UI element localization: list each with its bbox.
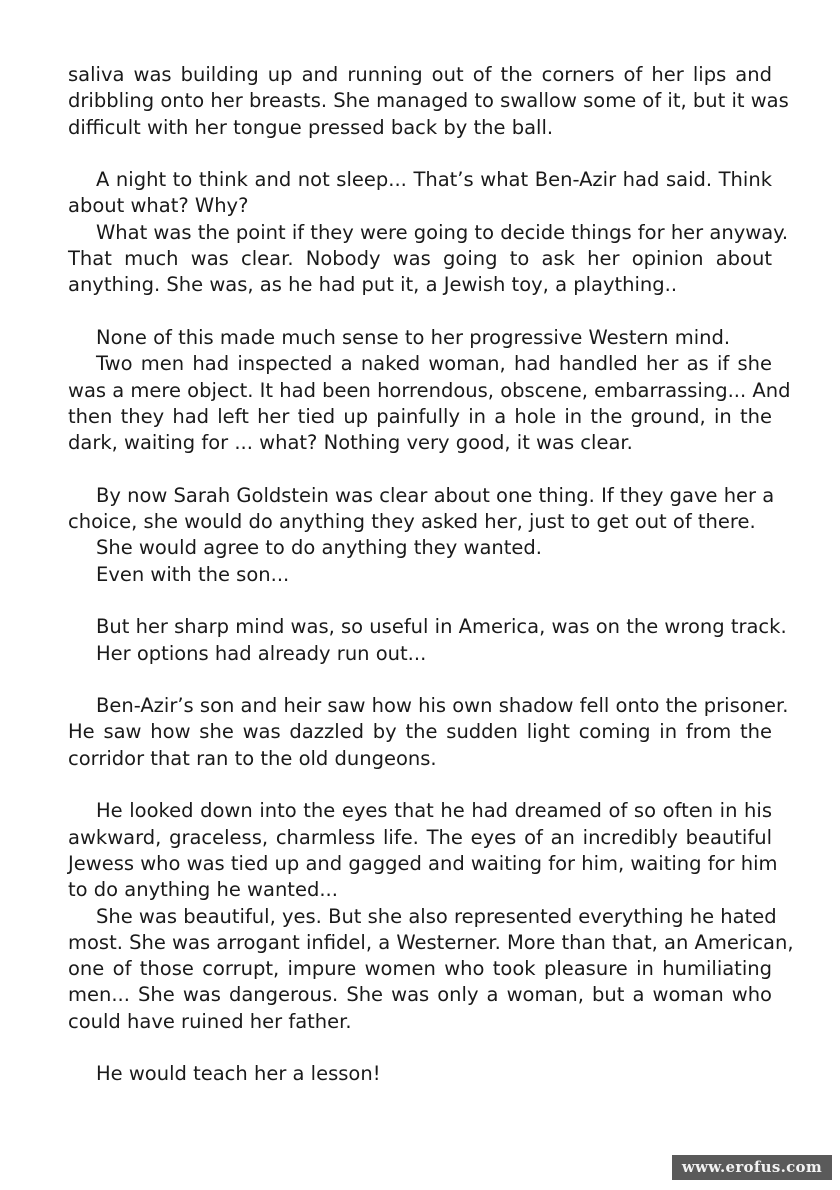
paragraph-gap [68, 141, 772, 167]
text-line: dribbling onto her breasts. She managed to swallow some of it, but it was [68, 89, 789, 113]
text-line: Even with the son... [96, 562, 290, 586]
text-line: could have ruined her father. [68, 1009, 352, 1033]
text-line: men... She was dangerous. She was only a woman, but a woman who [68, 983, 772, 1007]
text-line: Ben-Azir’s son and heir saw how his own shadow fell onto the prisoner. [96, 694, 789, 718]
text-line: was a mere object. It had been horrendous, obscene, embarrassing... And [68, 378, 791, 402]
document-body [68, 62, 794, 1088]
paragraph-gap [68, 667, 772, 693]
text-line: Two men had inspected a naked woman, had handled her as if she [96, 352, 772, 376]
paragraph-gap [68, 588, 772, 614]
text-line: difficult with her tongue pressed back by the ball. [68, 115, 554, 139]
text-line: about what? Why? [68, 194, 249, 218]
text-line: then they had left her tied up painfully in a hole in the ground, in the [68, 404, 772, 428]
text-line: to do anything he wanted... [68, 878, 338, 902]
text-line: He would teach her a lesson! [96, 1062, 381, 1086]
text-line: That much was clear. Nobody was going to ask her opinion about [68, 247, 772, 271]
text-line: one of those corrupt, impure women who took pleasure in humiliating [68, 957, 772, 981]
text-line: dark, waiting for ... what? Nothing very good, it was clear. [68, 431, 633, 455]
text-line: awkward, graceless, charmless life. The eyes of an incredibly beautiful [68, 825, 772, 849]
paragraph-gap [68, 772, 772, 798]
text-line: He looked down into the eyes that he had dreamed of so often in his [96, 799, 772, 823]
text-line: Her options had already run out... [96, 641, 427, 665]
text-line: None of this made much sense to her progressive Western mind. [96, 325, 731, 349]
text-line: She would agree to do anything they wanted. [96, 536, 542, 560]
text-line: most. She was arrogant infidel, a Westerner. More than that, an American, [68, 930, 794, 954]
text-line: She was beautiful, yes. But she also represented everything he hated [96, 904, 777, 928]
text-line: What was the point if they were going to decide things for her anyway. [96, 220, 789, 244]
text-line: He saw how she was dazzled by the sudden light coming in from the [68, 720, 772, 744]
text-line: Jewess who was tied up and gagged and waiting for him, waiting for him [68, 851, 778, 875]
text-line: corridor that ran to the old dungeons. [68, 746, 437, 770]
text-line: A night to think and not sleep... That’s what Ben-Azir had said. Think [96, 168, 772, 192]
site-watermark[interactable]: www.erofus.com [672, 1155, 832, 1180]
text-line: By now Sarah Goldstein was clear about one thing. If they gave her a [96, 483, 775, 507]
text-line: anything. She was, as he had put it, a Jewish toy, a plaything.. [68, 273, 678, 297]
paragraph-gap [68, 1035, 772, 1061]
text-line: choice, she would do anything they asked her, just to get out of there. [68, 510, 756, 534]
paragraph-gap [68, 299, 772, 325]
text-line: saliva was building up and running out of the corners of her lips and [68, 63, 772, 86]
text-line: But her sharp mind was, so useful in America, was on the wrong track. [96, 615, 787, 639]
paragraph-gap [68, 456, 772, 482]
